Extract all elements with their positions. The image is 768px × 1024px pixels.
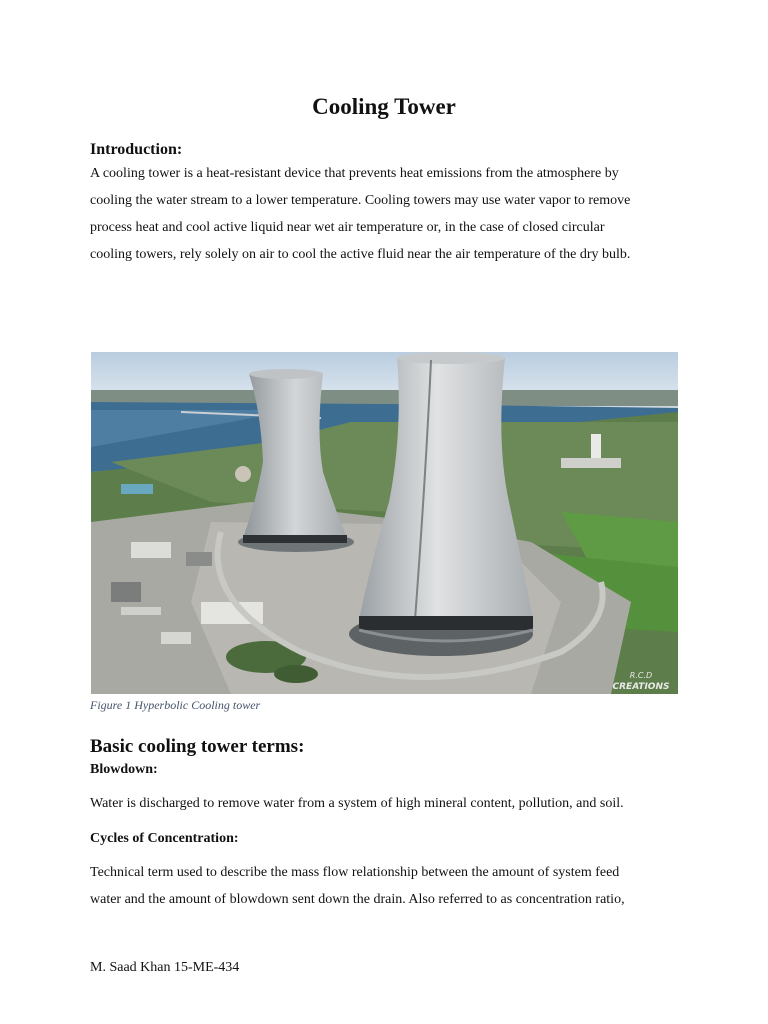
page-title: Cooling Tower [312,94,456,119]
paragraph-line: cooling towers, rely solely on air to cool the active fluid near the air temperature of the dry bulb. [90,247,631,262]
blowdown-term: Blowdown: [90,762,158,777]
paragraph-line: Technical term used to describe the mass flow relationship between the amount of system feed [90,865,620,880]
cycles-paragraph [90,859,690,913]
cycles-term: Cycles of Concentration: [90,831,239,846]
figure-caption: Figure 1 Hyperbolic Cooling tower [90,698,261,712]
basic-terms-heading: Basic cooling tower terms: [90,736,305,757]
watermark-line-2: CREATIONS [612,682,670,692]
introduction-heading: Introduction: [90,141,183,158]
paragraph-line: water and the amount of blowdown sent down the drain. Also referred to as concentration ratio, [90,892,625,907]
paragraph-line: cooling the water stream to a lower temperature. Cooling towers may use water vapor to remove [90,193,631,208]
introduction-paragraph [90,160,690,268]
page-footer: M. Saad Khan 15-ME-434 [90,960,240,975]
photo-illustration [91,352,678,694]
watermark-line-1: R.C.D [629,671,653,680]
paragraph-line: process heat and cool active liquid near wet air temperature or, in the case of closed circular [90,220,605,235]
cooling-tower-photo [91,352,678,694]
blowdown-paragraph [90,790,690,817]
paragraph-line: Water is discharged to remove water from a system of high mineral content, pollution, and soil. [90,796,624,811]
paragraph-line: A cooling tower is a heat-resistant device that prevents heat emissions from the atmosphere by [90,166,619,181]
